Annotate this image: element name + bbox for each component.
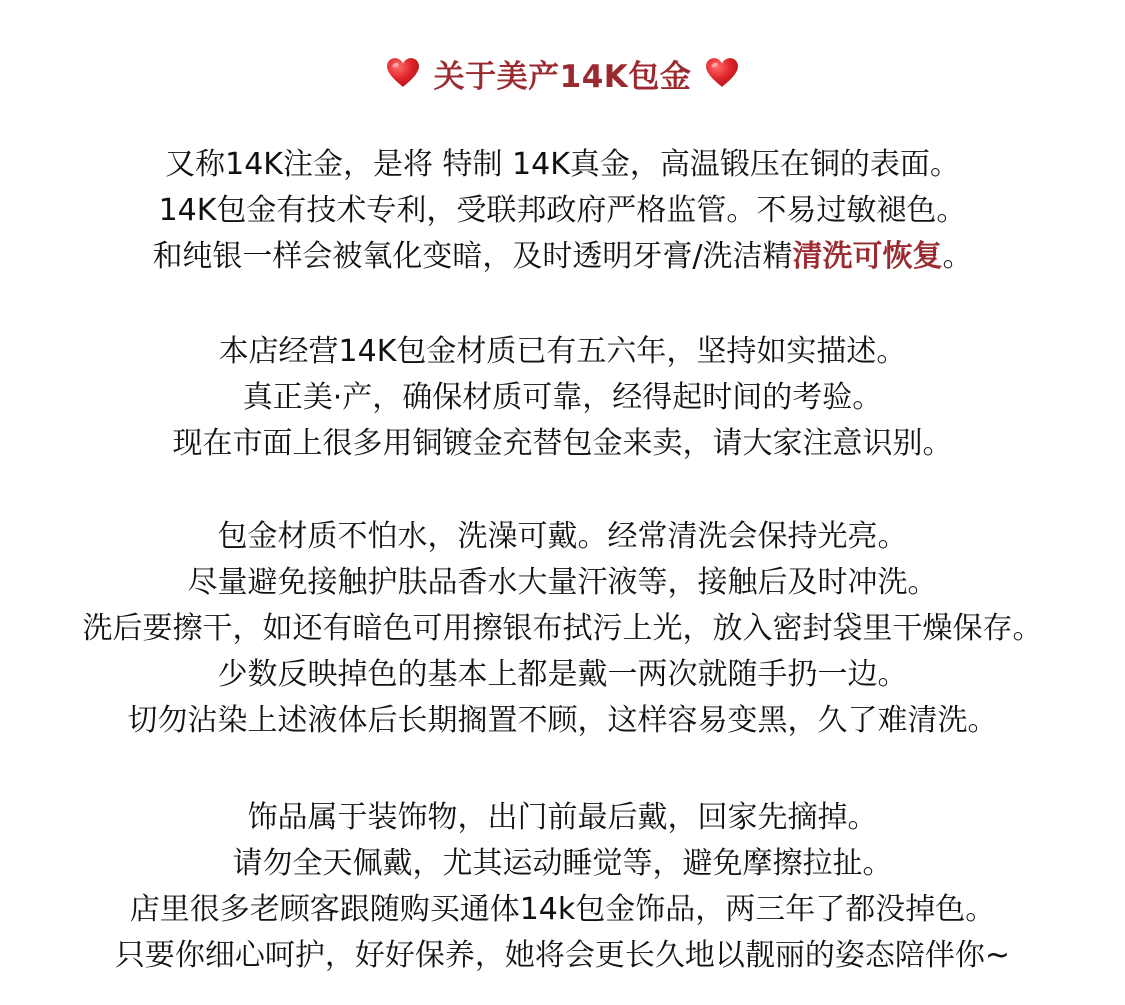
title-row [0, 50, 1125, 96]
text-line: 店里很多老顾客跟随购买通体14k包金饰品，两三年了都没掉色。 [129, 892, 996, 927]
text-line: 本店经营14K包金材质已有五六年，坚持如实描述。 [218, 334, 907, 369]
paragraph-shop [0, 329, 1125, 467]
text-line: 请勿全天佩戴，尤其运动睡觉等，避免摩擦拉扯。 [232, 846, 893, 881]
highlight-text: 清洗可恢复 [792, 239, 943, 274]
text-line: 尽量避免接触护肤品香水大量汗液等，接触后及时冲洗。 [187, 565, 938, 600]
paragraph-material [0, 142, 1125, 280]
text-line: 饰品属于装饰物，出门前最后戴，回家先摘掉。 [247, 800, 878, 835]
text-line: 切勿沾染上述液体后长期搁置不顾，这样容易变黑，久了难清洗。 [127, 703, 998, 738]
text-line: 洗后要擦干，如还有暗色可用擦银布拭污上光，放入密封袋里干燥保存。 [82, 611, 1043, 646]
text-line-with-highlight [0, 234, 1125, 280]
paragraph-care [0, 514, 1125, 744]
heart-icon [705, 56, 739, 90]
text-line: 又称14K注金，是将 特制 14K真金，高温锻压在铜的表面。 [165, 147, 960, 182]
text-line: 包金材质不怕水，洗澡可戴。经常清洗会保持光亮。 [217, 519, 908, 554]
page-title: 关于美产14K包金 [433, 58, 692, 95]
text-line: 现在市面上很多用铜镀金充替包金来卖，请大家注意识别。 [172, 426, 953, 461]
text-line: 只要你细心呵护，好好保养，她将会更长久地以靓丽的姿态陪伴你~ [114, 938, 1011, 973]
text-line: 少数反映掉色的基本上都是戴一两次就随手扔一边。 [217, 657, 908, 692]
heart-icon [386, 56, 420, 90]
text-line: 14K包金有技术专利，受联邦政府严格监管。不易过敏褪色。 [158, 193, 967, 228]
paragraph-wearing [0, 795, 1125, 979]
text-line: 真正美·产，确保材质可靠，经得起时间的考验。 [242, 380, 883, 415]
text-segment: 和纯银一样会被氧化变暗，及时透明牙膏/洗洁精 [152, 239, 793, 274]
text-segment: 。 [942, 239, 973, 274]
